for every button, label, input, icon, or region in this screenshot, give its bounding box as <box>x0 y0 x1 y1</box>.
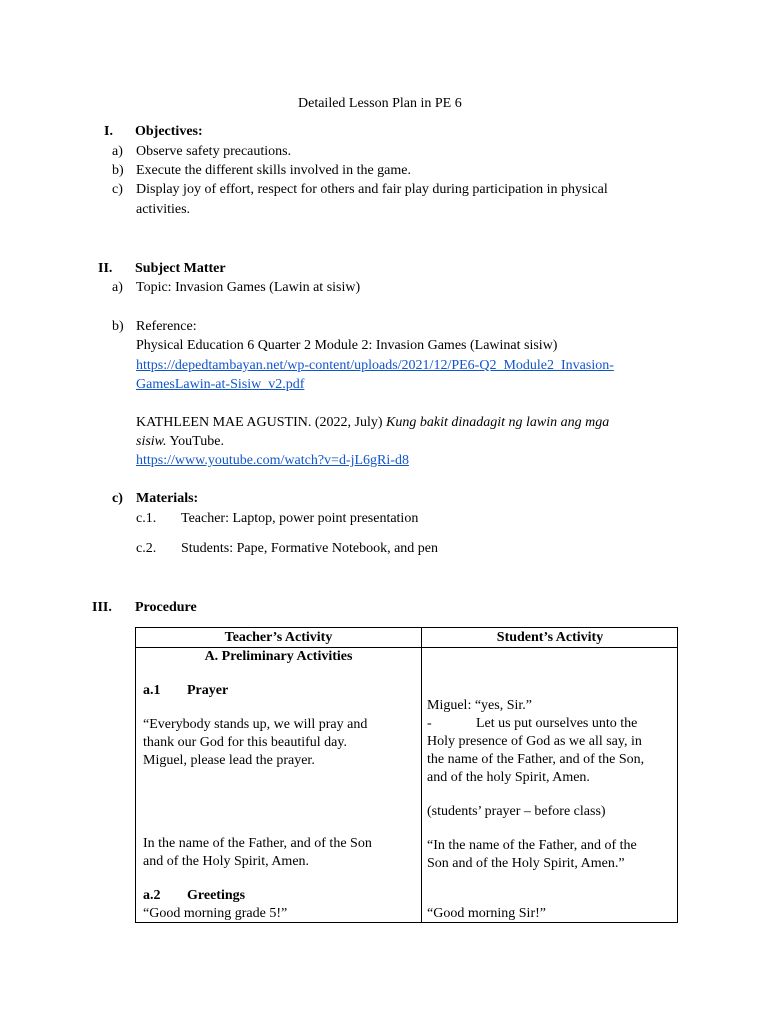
teacher-text: “Everybody stands up, we will pray and <box>143 717 368 732</box>
reference-label: Reference: <box>136 319 197 334</box>
citation-line <box>136 414 609 432</box>
student-note: (students’ prayer – before class) <box>427 804 606 819</box>
material-number: c.1. <box>136 511 157 526</box>
prayer-heading: Prayer <box>187 683 229 698</box>
citation-title: Kung bakit dinadagit ng lawin ang mga <box>386 415 610 430</box>
document-title: Detailed Lesson Plan in PE 6 <box>298 96 462 111</box>
procedure-heading: Procedure <box>135 600 197 615</box>
student-column-header: Student’s Activity <box>496 630 604 645</box>
subsection-number: a.2 <box>143 888 161 903</box>
objectives-heading: Objectives: <box>135 124 203 139</box>
section-number: III. <box>92 600 112 615</box>
reference-source: Physical Education 6 Quarter 2 Module 2: Invasion Games (Lawinat sisiw) <box>136 338 558 353</box>
material-item: Teacher: Laptop, power point presentation <box>181 511 419 526</box>
citation-line-cont <box>136 433 224 451</box>
section-a-heading: A. Preliminary Activities <box>204 649 353 664</box>
student-text: Son and of the Holy Spirit, Amen.” <box>427 856 625 871</box>
teacher-text: Miguel, please lead the prayer. <box>143 753 315 768</box>
materials-heading: Materials: <box>136 491 199 506</box>
student-dash: - <box>427 716 432 731</box>
teacher-column-header: Teacher’s Activity <box>224 630 333 645</box>
objective-item: Display joy of effort, respect for others and fair play during participation in physical <box>136 182 608 197</box>
citation-publisher: YouTube. <box>166 434 224 449</box>
citation-author: KATHLEEN MAE AGUSTIN. (2022, July) <box>136 415 387 430</box>
table-divider <box>421 628 422 922</box>
teacher-text: and of the Holy Spirit, Amen. <box>143 854 310 869</box>
activity-table <box>135 627 678 923</box>
objective-item-cont: activities. <box>136 202 191 217</box>
student-text: Let us put ourselves unto the <box>476 716 638 731</box>
student-text: and of the holy Spirit, Amen. <box>427 770 590 785</box>
greetings-heading: Greetings <box>187 888 246 903</box>
student-text: “In the name of the Father, and of the <box>427 838 637 853</box>
section-number: II. <box>98 261 113 276</box>
student-text: the name of the Father, and of the Son, <box>427 752 645 767</box>
reference-link-1[interactable]: https://depedtambayan.net/wp-content/uploads/2021/12/PE6-Q2_Module2_Invasion- <box>136 358 614 373</box>
objective-item: Observe safety precautions. <box>136 144 292 159</box>
student-text: “Good morning Sir!” <box>427 906 546 921</box>
citation-title-cont: sisiw. <box>136 434 167 449</box>
topic-text: Topic: Invasion Games (Lawin at sisiw) <box>136 280 361 295</box>
list-marker: b) <box>112 319 124 334</box>
subsection-number: a.1 <box>143 683 161 698</box>
teacher-text: “Good morning grade 5!” <box>143 906 288 921</box>
list-marker: c) <box>112 491 123 506</box>
section-number: I. <box>104 124 113 139</box>
reference-link-2[interactable]: https://www.youtube.com/watch?v=d-jL6gRi-d8 <box>136 453 409 468</box>
reference-link-1-cont[interactable]: GamesLawin-at-Sisiw_v2.pdf <box>136 377 305 392</box>
student-text: Holy presence of God as we all say, in <box>427 734 642 749</box>
subject-matter-heading: Subject Matter <box>135 261 226 276</box>
material-item: Students: Pape, Formative Notebook, and pen <box>181 541 439 556</box>
list-marker: a) <box>112 280 123 295</box>
list-marker: b) <box>112 163 124 178</box>
material-number: c.2. <box>136 541 157 556</box>
teacher-text: In the name of the Father, and of the Son <box>143 836 372 851</box>
student-text: Miguel: “yes, Sir.” <box>427 698 532 713</box>
objective-item: Execute the different skills involved in the game. <box>136 163 411 178</box>
list-marker: c) <box>112 182 123 197</box>
teacher-text: thank our God for this beautiful day. <box>143 735 347 750</box>
list-marker: a) <box>112 144 123 159</box>
